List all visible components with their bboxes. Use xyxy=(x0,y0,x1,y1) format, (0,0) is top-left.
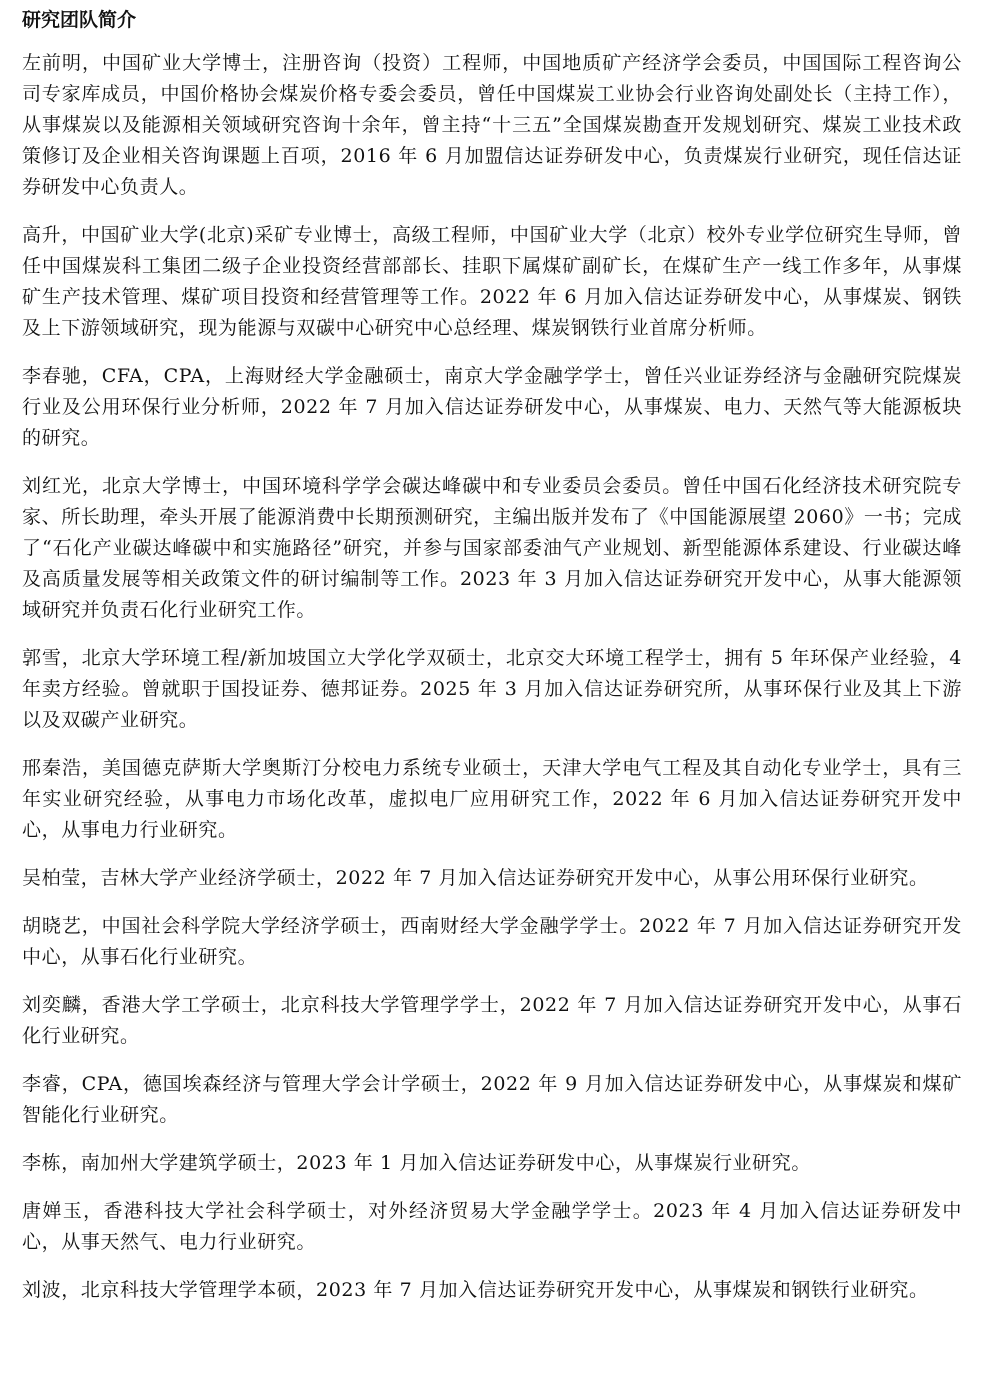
bio-liu-yilin: 刘奕麟，香港大学工学硕士，北京科技大学管理学学士，2022 年 7 月加入信达证券研究开发中心，从事石化行业研究。 xyxy=(22,994,962,1047)
bio-tang-chanyu: 唐婵玉，香港科技大学社会科学硕士，对外经济贸易大学金融学学士。2023 年 4 月加入信达证券研发中心，从事天然气、电力行业研究。 xyxy=(22,1200,962,1253)
bio-li-rui: 李睿，CPA，德国埃森经济与管理大学会计学硕士，2022 年 9 月加入信达证券研发中心，从事煤炭和煤矿智能化行业研究。 xyxy=(22,1073,962,1126)
bio-li-dong: 李栋，南加州大学建筑学硕士，2023 年 1 月加入信达证券研发中心，从事煤炭行业研究。 xyxy=(22,1152,811,1174)
bio-liu-bo: 刘波，北京科技大学管理学本硕，2023 年 7 月加入信达证券研究开发中心，从事煤炭和钢铁行业研究。 xyxy=(22,1279,929,1301)
bio-xing-qinhao: 邢秦浩，美国德克萨斯大学奥斯汀分校电力系统专业硕士，天津大学电气工程及其自动化专业学士，具有三年实业研究经验，从事电力市场化改革，虚拟电厂应用研究工作，2022 年 6 月加入信达证券研究开发中心，从事电力行业研究。 xyxy=(22,757,962,841)
section-title: 研究团队简介 xyxy=(22,9,137,31)
document-page xyxy=(22,6,962,1323)
bio-liu-hongguang: 刘红光，北京大学博士，中国环境科学学会碳达峰碳中和专业委员会委员。曾任中国石化经济技术研究院专家、所长助理，牵头开展了能源消费中长期预测研究，主编出版并发布了《中国能源展望 2060》一书；完成了“石化产业碳达峰碳中和实施路径”研究，并参与国家部委油气产业规划、新型能源体系建设、行业碳达峰及高质量发展等相关政策文件的研讨编制等工作。2023 年 3 月加入信达证券研究开发中心，从事大能源领域研究并负责石化行业研究工作。 xyxy=(22,475,962,621)
bio-guo-xue: 郭雪，北京大学环境工程/新加坡国立大学化学双硕士，北京交大环境工程学士，拥有 5 年环保产业经验，4 年卖方经验。曾就职于国投证券、德邦证券。2025 年 3 月加入信达证券研究所，从事环保行业及其上下游以及双碳产业研究。 xyxy=(22,647,962,731)
bio-wu-baiying: 吴柏莹，吉林大学产业经济学硕士，2022 年 7 月加入信达证券研究开发中心，从事公用环保行业研究。 xyxy=(22,867,929,889)
bio-zuo-qianming: 左前明，中国矿业大学博士，注册咨询（投资）工程师，中国地质矿产经济学会委员，中国国际工程咨询公司专家库成员，中国价格协会煤炭价格专委会委员，曾任中国煤炭工业协会行业咨询处副处长（主持工作），从事煤炭以及能源相关领域研究咨询十余年，曾主持“十三五”全国煤炭勘查开发规划研究、煤炭工业技术政策修订及企业相关咨询课题上百项，2016 年 6 月加盟信达证券研发中心，负责煤炭行业研究，现任信达证券研发中心负责人。 xyxy=(22,52,962,198)
bio-gao-sheng: 高升，中国矿业大学(北京)采矿专业博士，高级工程师，中国矿业大学（北京）校外专业学位研究生导师，曾任中国煤炭科工集团二级子企业投资经营部部长、挂职下属煤矿副矿长，在煤矿生产一线工作多年，从事煤矿生产技术管理、煤矿项目投资和经营管理等工作。2022 年 6 月加入信达证券研发中心，从事煤炭、钢铁及上下游领域研究，现为能源与双碳中心研究中心总经理、煤炭钢铁行业首席分析师。 xyxy=(22,224,962,339)
bio-hu-xiaoyi: 胡晓艺，中国社会科学院大学经济学硕士，西南财经大学金融学学士。2022 年 7 月加入信达证券研究开发中心，从事石化行业研究。 xyxy=(22,915,962,968)
bio-li-chunchi: 李春驰，CFA，CPA，上海财经大学金融硕士，南京大学金融学学士，曾任兴业证券经济与金融研究院煤炭行业及公用环保行业分析师，2022 年 7 月加入信达证券研发中心，从事煤炭、电力、天然气等大能源板块的研究。 xyxy=(22,365,962,449)
